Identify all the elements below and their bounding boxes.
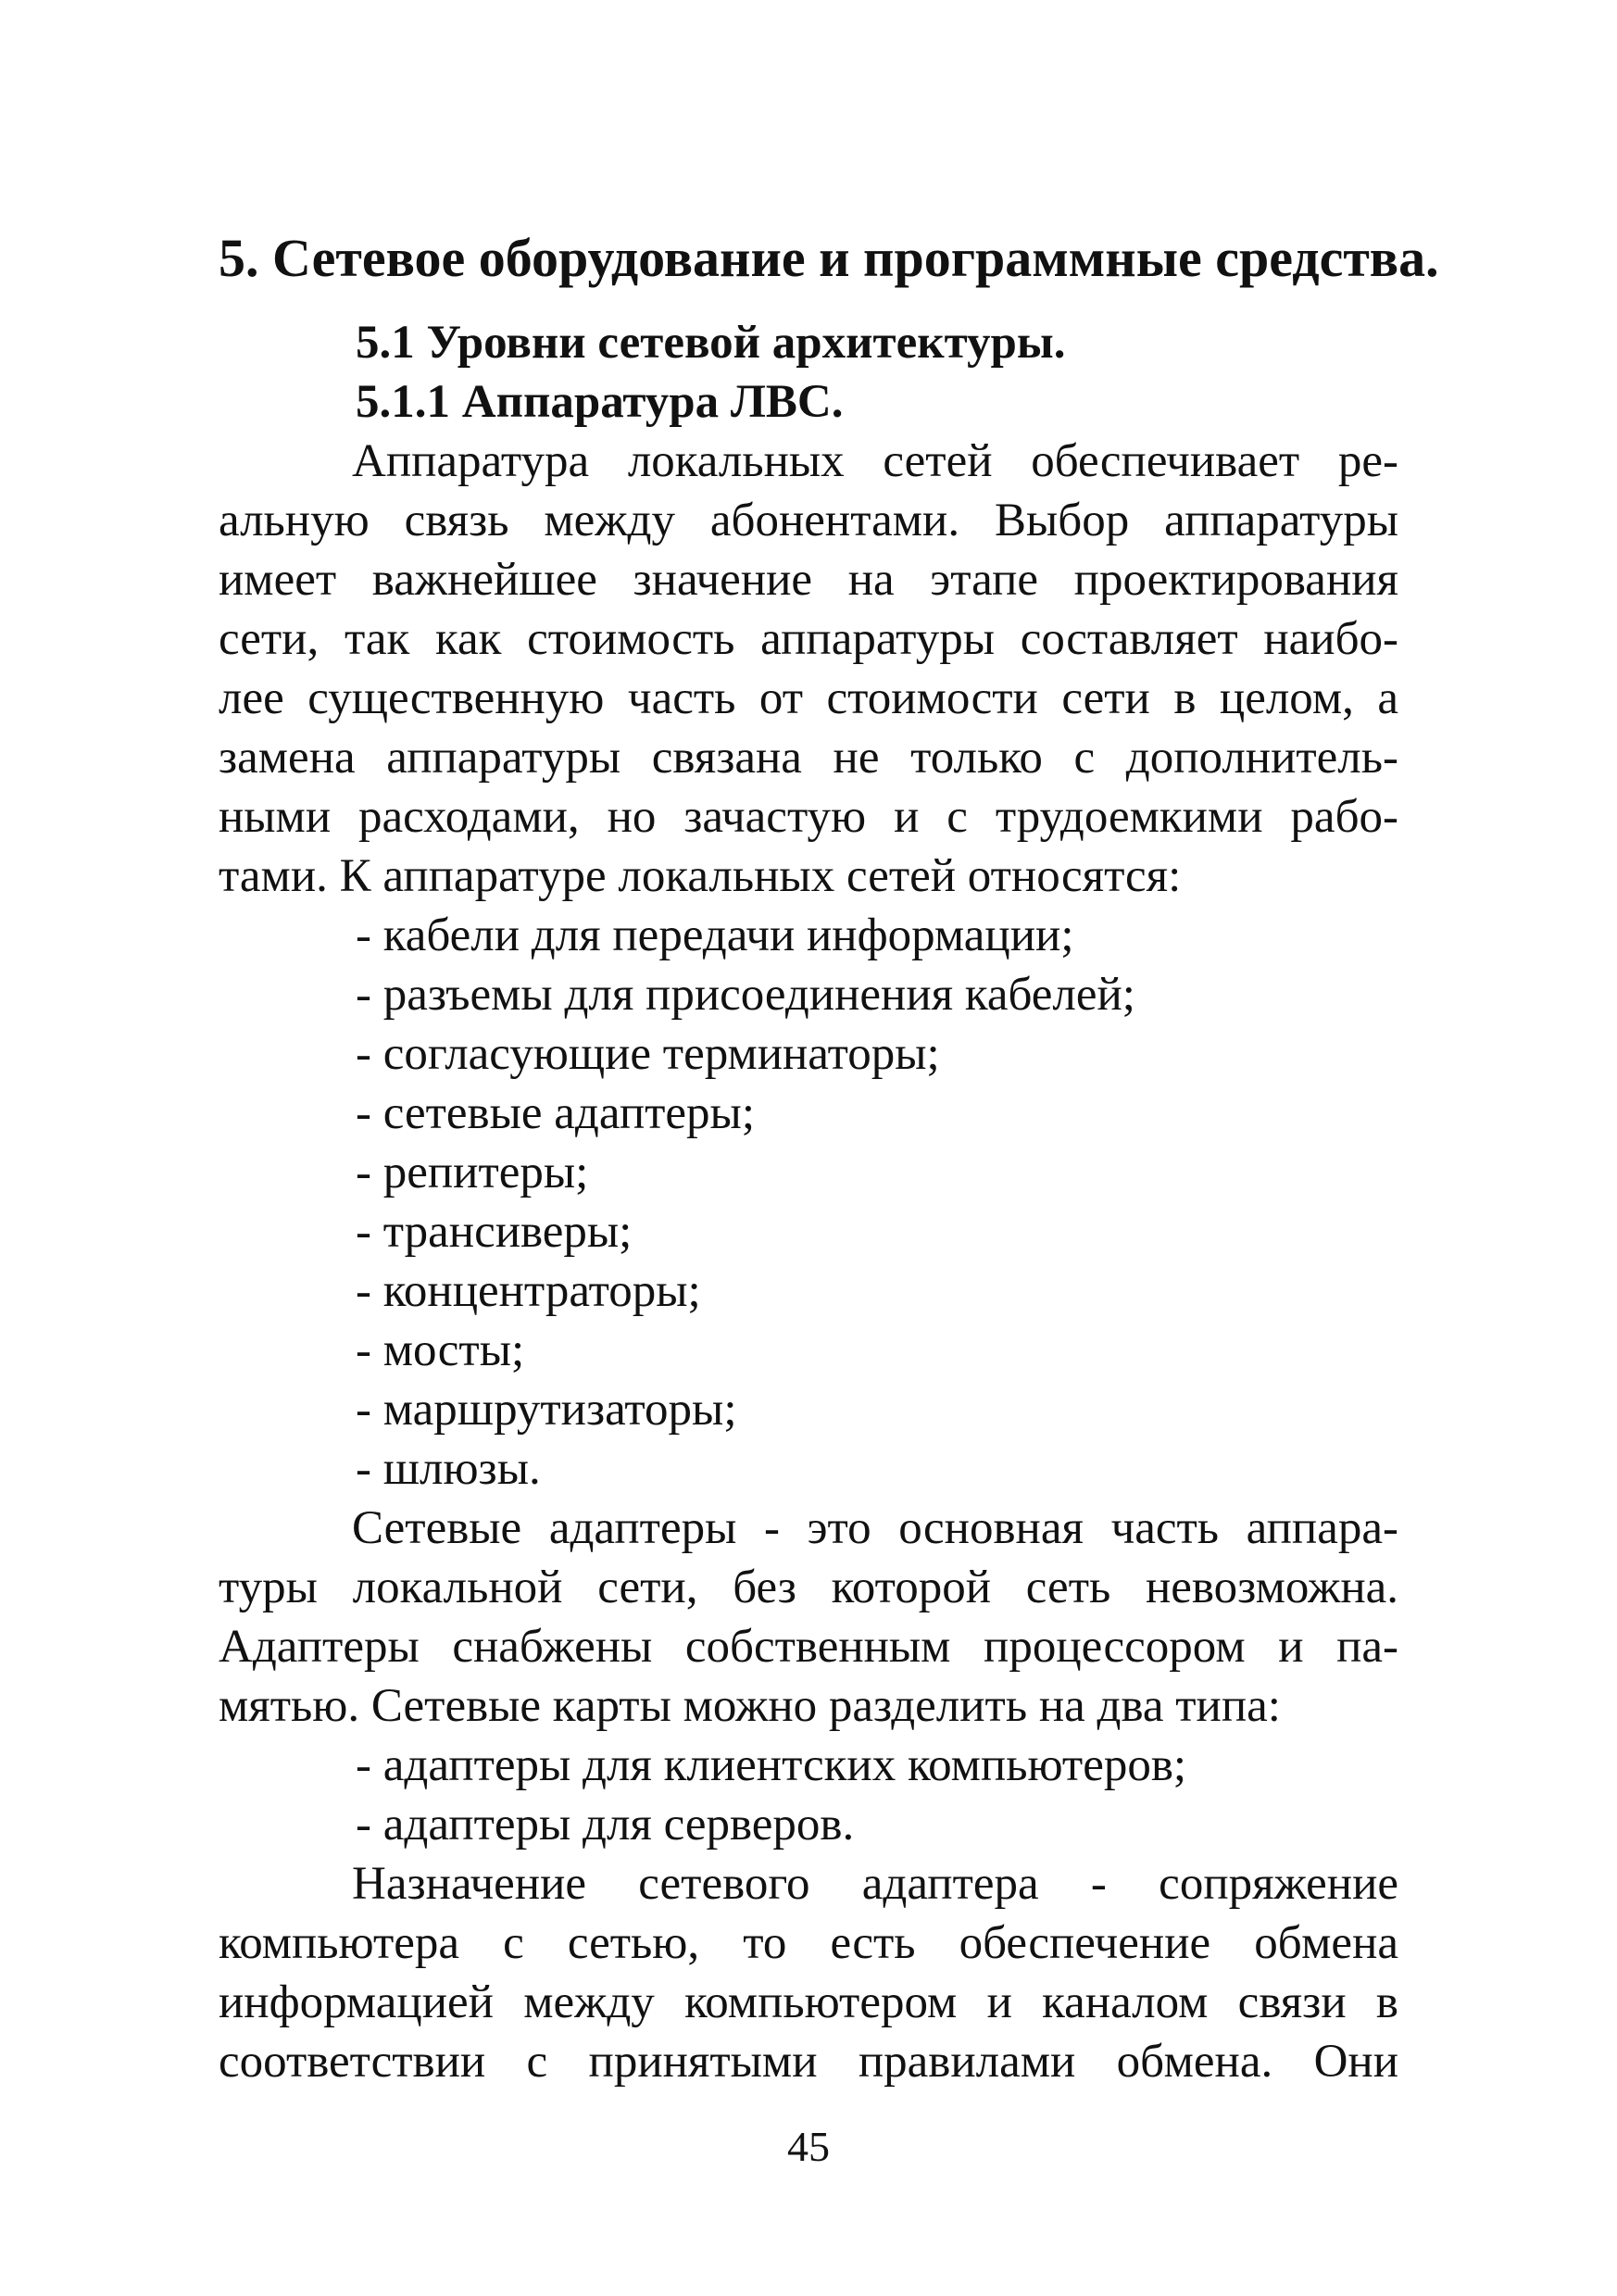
page-number: 45 — [787, 2123, 830, 2170]
paragraph-line: мятью. Сетевые карты можно разделить на два типа: — [219, 1680, 1281, 1732]
paragraph-line: Адаптеры снабжены собственным процессором и па- — [219, 1621, 1398, 1673]
paragraph-line: тами. К аппаратуре локальных сетей относятся: — [219, 850, 1182, 902]
list-item: - кабели для передачи информации; — [356, 910, 1074, 961]
paragraph-line: Сетевые адаптеры - это основная часть аппара- — [352, 1502, 1398, 1554]
chapter-heading: 5. Сетевое оборудование и программные средства. — [219, 228, 1439, 288]
paragraph-line: лее существенную часть от стоимости сети в целом, а — [219, 672, 1398, 724]
paragraph-line: ными расходами, но зачастую и с трудоемкими рабо- — [219, 791, 1398, 843]
paragraph-line: замена аппаратуры связана не только с дополнитель- — [219, 732, 1398, 784]
paragraph-line: Назначение сетевого адаптера - сопряжение — [352, 1858, 1398, 1910]
list-item: - разъемы для присоединения кабелей; — [356, 969, 1135, 1021]
list-item: - адаптеры для клиентских компьютеров; — [356, 1739, 1187, 1791]
paragraph-line: сети, так как стоимость аппаратуры составляет наибо- — [219, 613, 1398, 665]
paragraph-line: Аппаратура локальных сетей обеспечивает ре- — [352, 435, 1398, 487]
paragraph-line: компьютера с сетью, то есть обеспечение обмена — [219, 1917, 1398, 1969]
list-item: - адаптеры для серверов. — [356, 1799, 855, 1851]
list-item: - сетевые адаптеры; — [356, 1087, 755, 1139]
list-item: - репитеры; — [356, 1147, 589, 1198]
list-item: - согласующие терминаторы; — [356, 1028, 940, 1080]
list-item: - шлюзы. — [356, 1443, 541, 1495]
subsection-heading: 5.1.1 Аппаратура ЛВС. — [356, 376, 844, 428]
paragraph-line: туры локальной сети, без которой сеть невозможна. — [219, 1562, 1398, 1613]
list-item: - концентраторы; — [356, 1265, 701, 1317]
paragraph-line: альную связь между абонентами. Выбор аппаратуры — [219, 495, 1398, 546]
paragraph-line: соответствии с принятыми правилами обмена. Они — [219, 2036, 1398, 2088]
paragraph-line: имеет важнейшее значение на этапе проектирования — [219, 554, 1398, 606]
paragraph-line: информацией между компьютером и каналом связи в — [219, 1976, 1398, 2028]
list-item: - маршрутизаторы; — [356, 1384, 737, 1436]
list-item: - трансиверы; — [356, 1206, 633, 1258]
section-heading: 5.1 Уровни сетевой архитектуры. — [356, 317, 1066, 369]
list-item: - мосты; — [356, 1324, 525, 1376]
